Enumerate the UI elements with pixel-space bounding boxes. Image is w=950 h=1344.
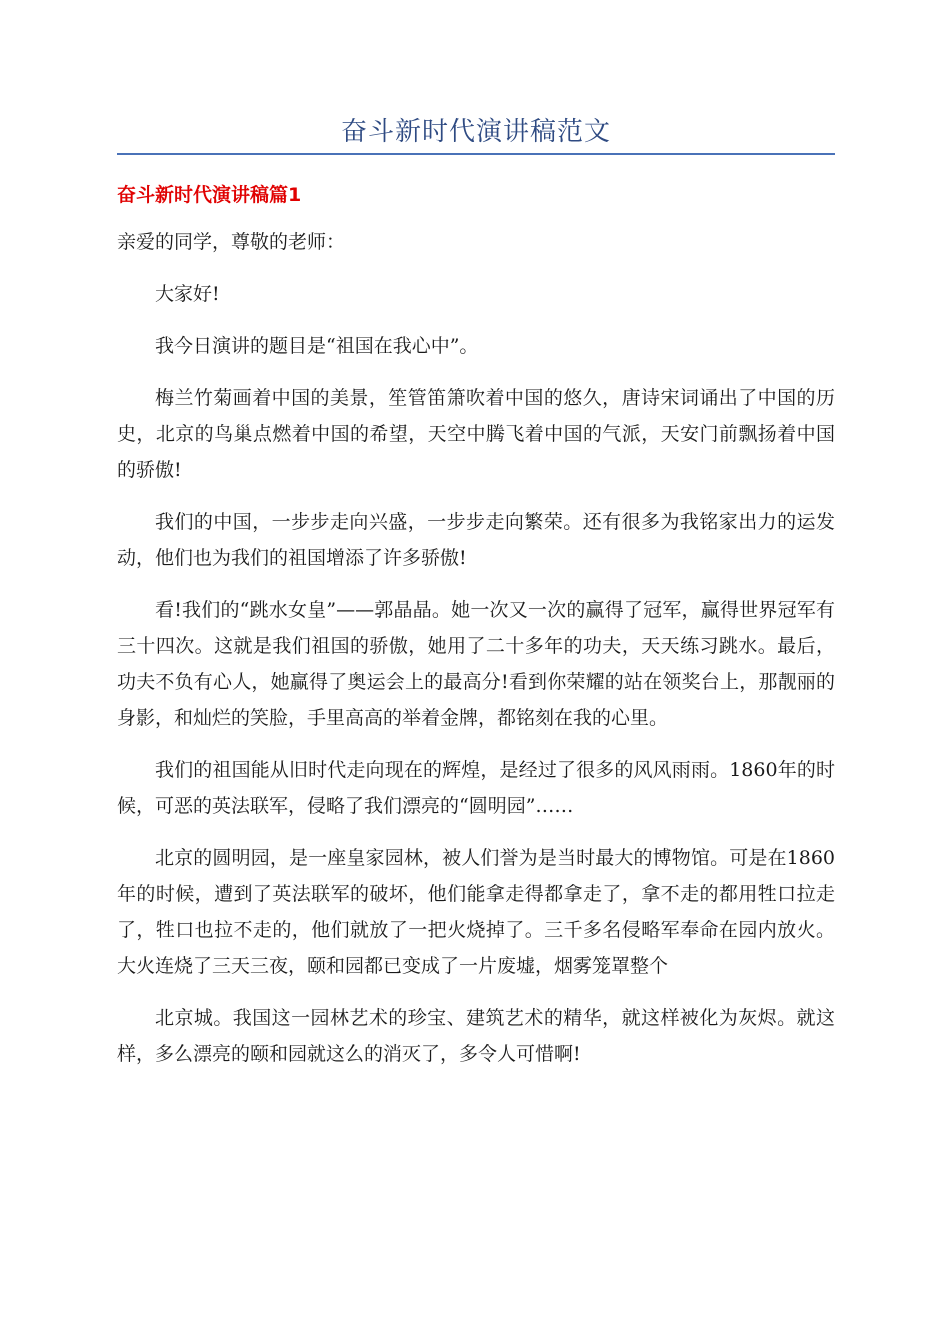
section-heading: 奋斗新时代演讲稿篇1	[117, 184, 302, 206]
document-page	[117, 0, 835, 1344]
body-paragraph: 我们的祖国能从旧时代走向现在的辉煌，是经过了很多的风风雨雨。1860年的时候，可恶的英法联军，侵略了我们漂亮的“圆明园”……	[117, 759, 835, 817]
title-divider	[117, 153, 835, 155]
topic-paragraph: 我今日演讲的题目是“祖国在我心中”。	[155, 335, 479, 357]
body-paragraph: 我们的中国，一步步走向兴盛，一步步走向繁荣。还有很多为我铭家出力的运发动，他们也为我们的祖国增添了许多骄傲!	[117, 511, 835, 569]
body-paragraph: 看!我们的“跳水女皇”——郭晶晶。她一次又一次的赢得了冠军，赢得世界冠军有三十四次。这就是我们祖国的骄傲，她用了二十多年的功夫，天天练习跳水。最后，功夫不负有心人，她赢得了奥运会上的最高分!看到你荣耀的站在领奖台上，那靓丽的身影，和灿烂的笑脸，手里高高的举着金牌，都铭刻在我的心里。	[117, 599, 835, 729]
document-title: 奋斗新时代演讲稿范文	[340, 117, 611, 147]
body-paragraph: 梅兰竹菊画着中国的美景，笙管笛箫吹着中国的悠久，唐诗宋词诵出了中国的历史，北京的鸟巢点燃着中国的希望，天空中腾飞着中国的气派，天安门前飘扬着中国的骄傲!	[117, 387, 835, 481]
body-paragraph: 北京城。我国这一园林艺术的珍宝、建筑艺术的精华，就这样被化为灰烬。就这样，多么漂亮的颐和园就这么的消灭了，多令人可惜啊!	[117, 1007, 835, 1065]
body-paragraph: 北京的圆明园，是一座皇家园林，被人们誉为是当时最大的博物馆。可是在1860年的时候，遭到了英法联军的破坏，他们能拿走得都拿走了，拿不走的都用牲口拉走了，牲口也拉不走的，他们就放了一把火烧掉了。三千多名侵略军奉命在园内放火。大火连烧了三天三夜，颐和园都已变成了一片废墟，烟雾笼罩整个	[117, 847, 835, 977]
document-body	[117, 224, 835, 1088]
salutation-paragraph: 亲爱的同学，尊敬的老师：	[117, 231, 346, 253]
greeting-paragraph: 大家好!	[155, 283, 220, 305]
